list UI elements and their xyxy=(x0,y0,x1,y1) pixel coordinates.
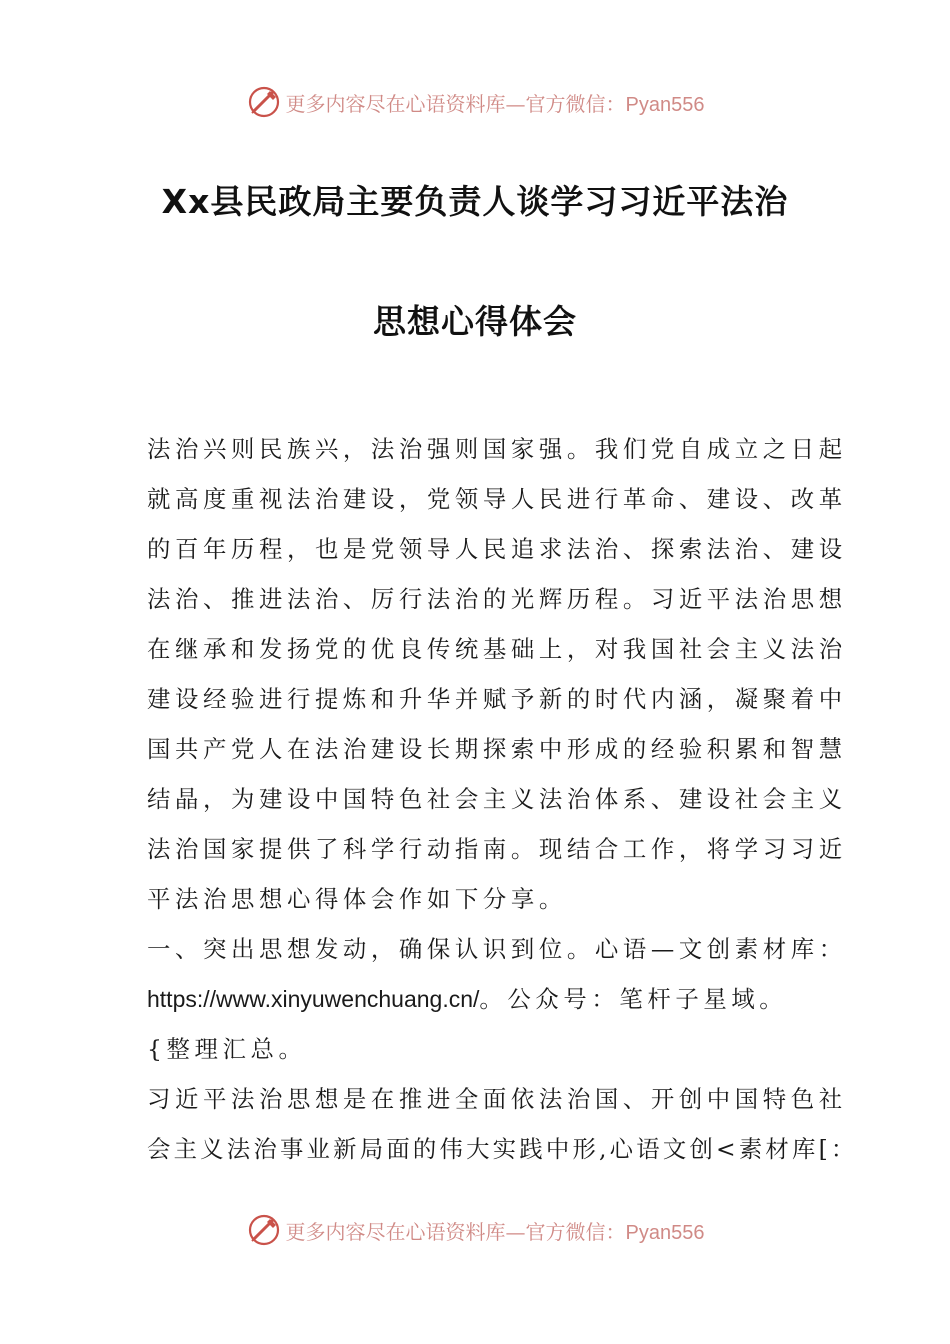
pen-logo-icon xyxy=(246,1212,282,1248)
body-line: 法治、推进法治、厉行法治的光辉历程。习近平法治思想 xyxy=(147,585,847,613)
body-line: 平法治思想心得体会作如下分享。 xyxy=(147,885,567,913)
section-heading-1: 一、突出思想发动，确保认识到位。心语—文创素材库： xyxy=(147,935,847,963)
body-line: 习近平法治思想是在推进全面依法治国、开创中国特色社 xyxy=(147,1085,847,1113)
pen-logo-icon xyxy=(246,84,282,120)
body-line: 法治兴则民族兴，法治强则国家强。我们党自成立之日起 xyxy=(147,435,847,463)
resource-url-link[interactable]: https://www.xinyuwenchuang.cn/ xyxy=(147,986,480,1012)
document-title-line-2: 思想心得体会 xyxy=(373,302,577,341)
document-title-line-1: Xx县民政局主要负责人谈学习习近平法治 xyxy=(161,182,789,221)
document-body xyxy=(147,424,858,1174)
banner-wechat-id: Pyan556 xyxy=(625,1221,705,1244)
banner-text xyxy=(286,88,705,117)
body-line-url-suffix: 。公众号：笔杆子星域。 xyxy=(479,985,788,1013)
body-line: {整理汇总。 xyxy=(147,1035,307,1063)
banner-wechat-id: Pyan556 xyxy=(625,93,705,116)
body-line: 在继承和发扬党的优良传统基础上，对我国社会主义法治 xyxy=(147,635,847,663)
body-line: 的百年历程，也是党领导人民追求法治、探索法治、建设 xyxy=(147,535,847,563)
header-banner xyxy=(0,82,950,122)
footer-banner xyxy=(0,1210,950,1250)
banner-text xyxy=(286,1216,705,1245)
body-line: 就高度重视法治建设，党领导人民进行革命、建设、改革 xyxy=(147,485,847,513)
body-line: 国共产党人在法治建设长期探索中形成的经验积累和智慧 xyxy=(147,735,847,763)
body-line: 会主义法治事业新局面的伟大实践中形,心语文创<素材库[： xyxy=(147,1135,858,1163)
body-line-url xyxy=(147,974,809,1024)
body-line: 法治国家提供了科学行动指南。现结合工作，将学习习近 xyxy=(147,835,847,863)
banner-label: 更多内容尽在心语资料库—官方微信： xyxy=(285,91,626,116)
banner-label: 更多内容尽在心语资料库—官方微信： xyxy=(285,1219,626,1244)
body-line: 结晶，为建设中国特色社会主义法治体系、建设社会主义 xyxy=(147,785,847,813)
body-line: 建设经验进行提炼和升华并赋予新的时代内涵，凝聚着中 xyxy=(147,685,847,713)
